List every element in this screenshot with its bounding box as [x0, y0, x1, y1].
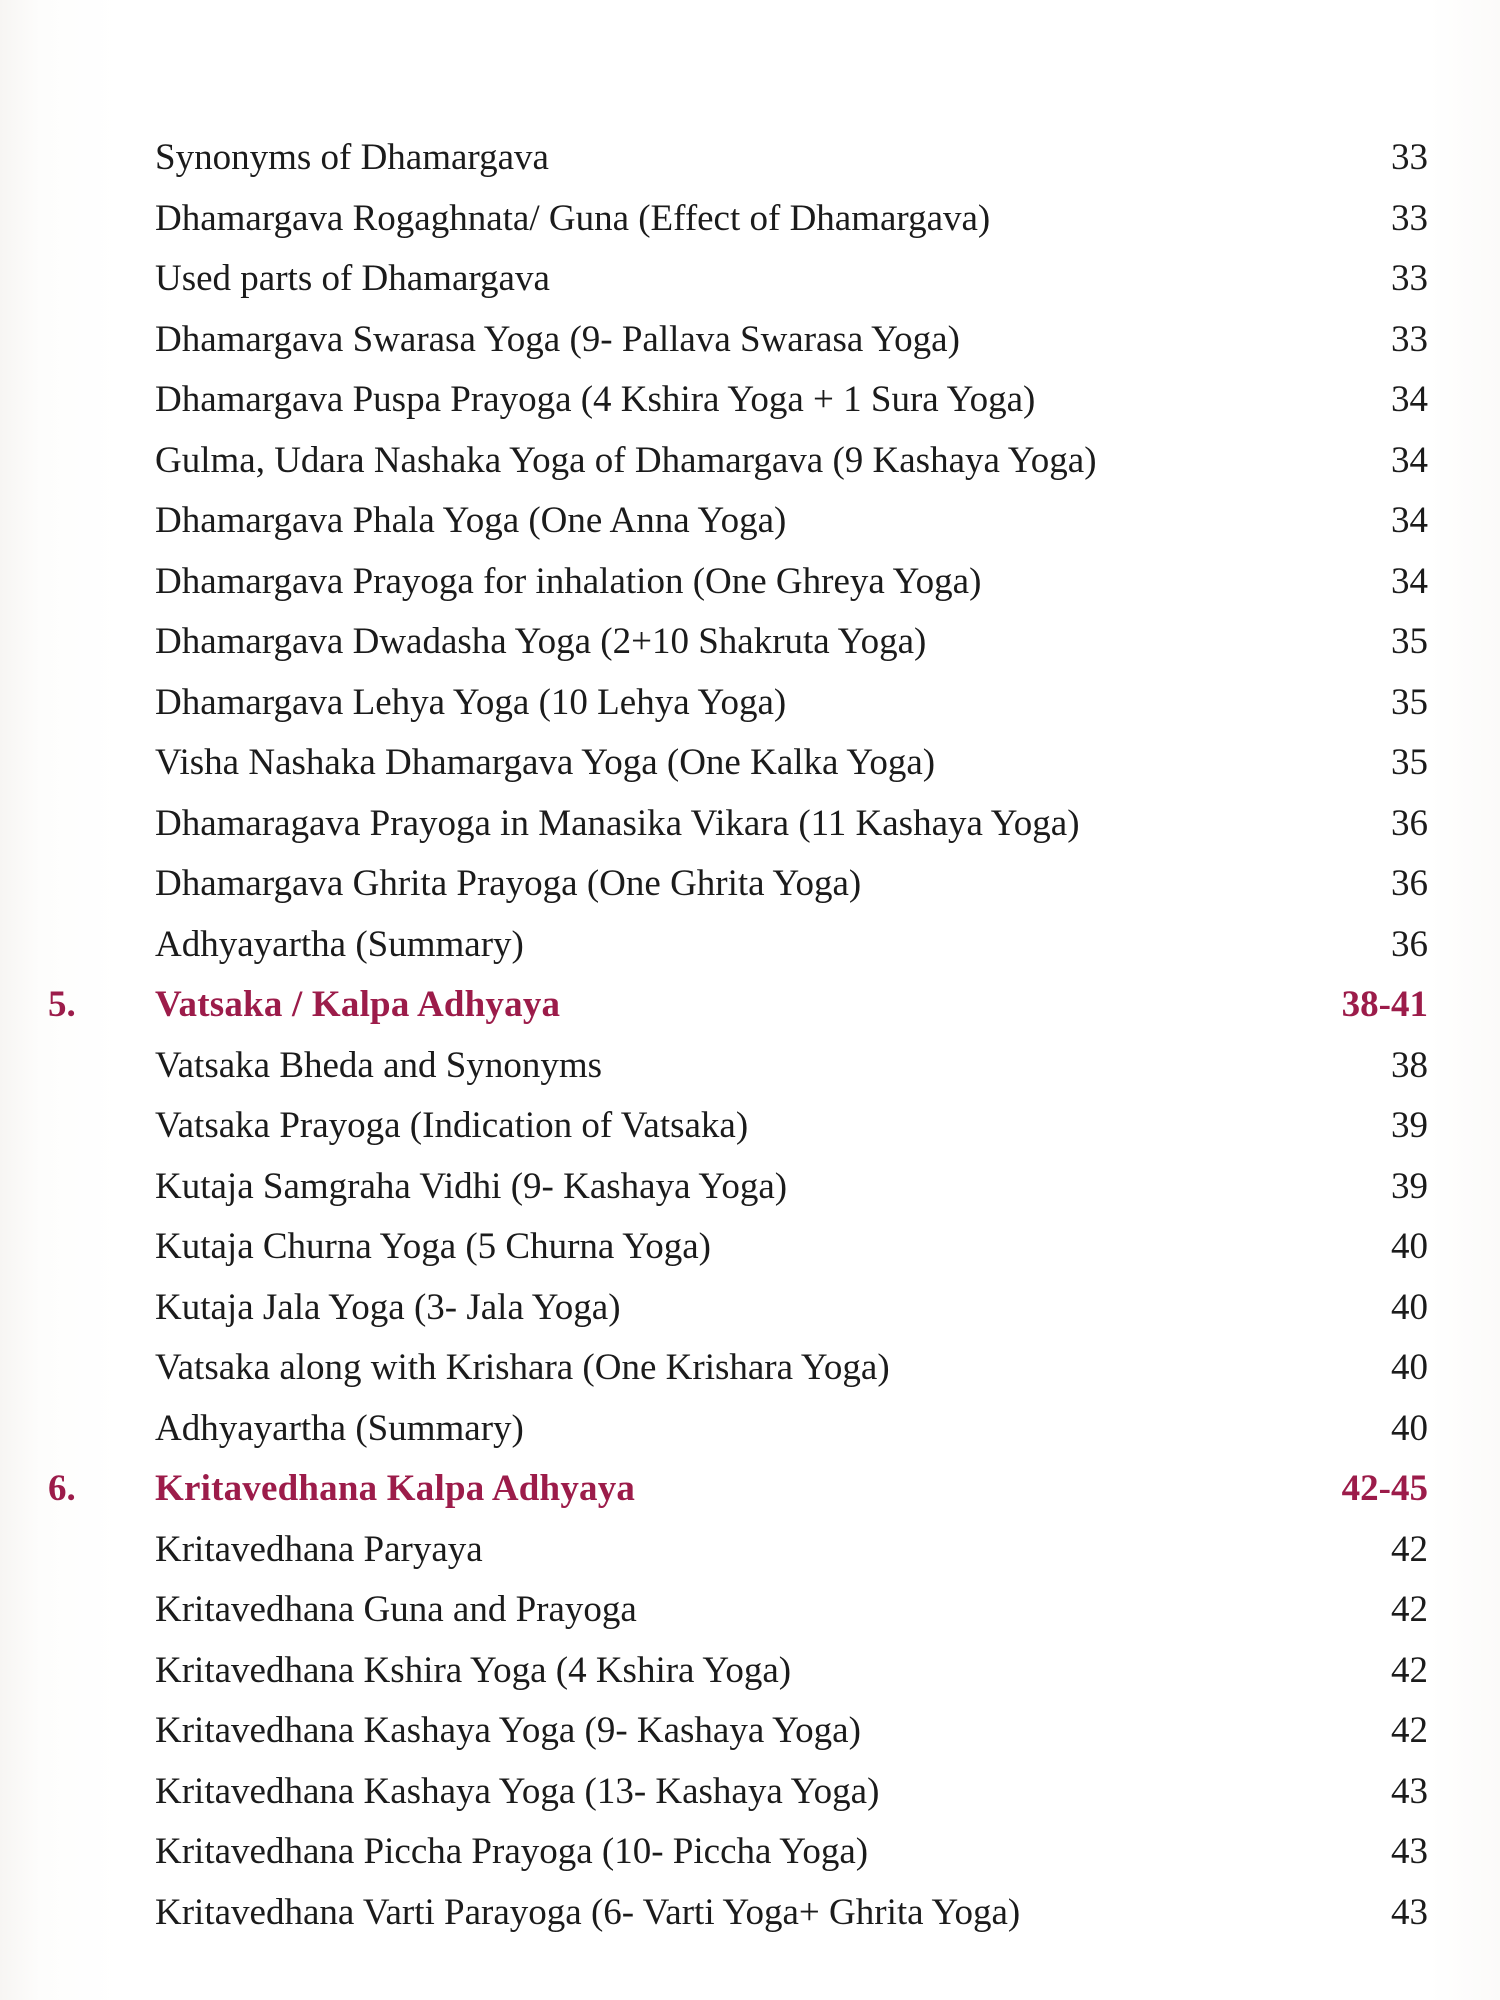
chapter-number: 6.: [48, 1468, 76, 1509]
entry-title: Visha Nashaka Dhamargava Yoga (One Kalka Yoga): [155, 742, 936, 783]
chapter-page-range: 38-41: [1341, 984, 1428, 1025]
toc-entry: [0, 1217, 1500, 1278]
entry-title: Kritavedhana Guna and Prayoga: [155, 1589, 637, 1630]
entry-title: Dhamaragava Prayoga in Manasika Vikara (11 Kashaya Yoga): [155, 802, 1080, 844]
entry-page-number: 34: [1391, 500, 1428, 541]
toc-entry: [0, 915, 1500, 976]
toc-entry: [0, 1096, 1500, 1157]
entry-title: Vatsaka along with Krishara (One Krishara Yoga): [155, 1347, 890, 1388]
toc-entry: [0, 310, 1500, 371]
entry-title: Dhamargava Phala Yoga (One Anna Yoga): [155, 500, 787, 541]
entry-title: Kutaja Jala Yoga (3- Jala Yoga): [155, 1286, 621, 1328]
chapter-number: 5.: [48, 984, 76, 1025]
entry-page-number: 42: [1391, 1649, 1428, 1691]
entry-page-number: 34: [1391, 560, 1428, 602]
toc-entry: [0, 612, 1500, 673]
entry-page-number: 42: [1391, 1710, 1428, 1751]
entry-page-number: 43: [1391, 1891, 1428, 1933]
table-of-contents: [0, 128, 1500, 1943]
toc-entry: [0, 552, 1500, 613]
chapter-title: Kritavedhana Kalpa Adhyaya: [155, 1468, 636, 1509]
entry-title: Dhamargava Ghrita Prayoga (One Ghrita Yoga): [155, 863, 862, 904]
toc-entry: [0, 431, 1500, 492]
toc-entry: [0, 1278, 1500, 1339]
toc-entry: [0, 189, 1500, 250]
entry-title: Dhamargava Dwadasha Yoga (2+10 Shakruta Yoga): [155, 621, 927, 662]
chapter-title: Vatsaka / Kalpa Adhyaya: [155, 984, 561, 1025]
entry-page-number: 34: [1391, 379, 1428, 420]
toc-entry: [0, 1641, 1500, 1702]
entry-title: Kutaja Samgraha Vidhi (9- Kashaya Yoga): [155, 1165, 788, 1207]
entry-title: Synonyms of Dhamargava: [155, 137, 549, 178]
chapter-page-range: 42-45: [1341, 1468, 1428, 1509]
entry-page-number: 33: [1391, 258, 1428, 299]
toc-entry: [0, 491, 1500, 552]
toc-entry: [0, 1520, 1500, 1581]
entry-title: Gulma, Udara Nashaka Yoga of Dhamargava (9 Kashaya Yoga): [155, 439, 1097, 481]
entry-page-number: 38: [1391, 1044, 1428, 1086]
entry-title: Kritavedhana Varti Parayoga (6- Varti Yoga+ Ghrita Yoga): [155, 1891, 1021, 1933]
entry-title: Dhamargava Puspa Prayoga (4 Kshira Yoga + 1 Sura Yoga): [155, 379, 1036, 420]
entry-title: Dhamargava Swarasa Yoga (9- Pallava Swarasa Yoga): [155, 318, 960, 360]
toc-chapter-heading: [0, 975, 1500, 1036]
entry-page-number: 43: [1391, 1770, 1428, 1812]
entry-title: Kritavedhana Kshira Yoga (4 Kshira Yoga): [155, 1649, 792, 1691]
toc-entry: [0, 1762, 1500, 1823]
toc-entry: [0, 1580, 1500, 1641]
entry-page-number: 43: [1391, 1831, 1428, 1872]
toc-entry: [0, 128, 1500, 189]
entry-page-number: 42: [1391, 1589, 1428, 1630]
entry-title: Vatsaka Bheda and Synonyms: [155, 1044, 603, 1086]
entry-title: Adhyayartha (Summary): [155, 923, 524, 965]
toc-chapter-heading: [0, 1459, 1500, 1520]
entry-page-number: 40: [1391, 1286, 1428, 1328]
toc-entry: [0, 673, 1500, 734]
entry-page-number: 42: [1391, 1528, 1428, 1570]
entry-page-number: 40: [1391, 1347, 1428, 1388]
entry-page-number: 36: [1391, 923, 1428, 965]
entry-page-number: 40: [1391, 1226, 1428, 1267]
entry-title: Dhamargava Lehya Yoga (10 Lehya Yoga): [155, 681, 787, 723]
toc-entry: [0, 370, 1500, 431]
toc-entry: [0, 854, 1500, 915]
entry-page-number: 35: [1391, 681, 1428, 723]
entry-title: Kritavedhana Piccha Prayoga (10- Piccha Yoga): [155, 1831, 869, 1872]
entry-page-number: 35: [1391, 621, 1428, 662]
entry-page-number: 33: [1391, 197, 1428, 239]
entry-page-number: 34: [1391, 439, 1428, 481]
entry-title: Kritavedhana Paryaya: [155, 1528, 483, 1570]
entry-page-number: 40: [1391, 1407, 1428, 1449]
toc-entry: [0, 1036, 1500, 1097]
toc-entry: [0, 1338, 1500, 1399]
entry-page-number: 33: [1391, 137, 1428, 178]
entry-page-number: 36: [1391, 802, 1428, 844]
toc-entry: [0, 794, 1500, 855]
toc-entry: [0, 249, 1500, 310]
entry-page-number: 33: [1391, 318, 1428, 360]
entry-page-number: 39: [1391, 1105, 1428, 1146]
toc-entry: [0, 1157, 1500, 1218]
entry-title: Kutaja Churna Yoga (5 Churna Yoga): [155, 1226, 711, 1267]
entry-title: Adhyayartha (Summary): [155, 1407, 524, 1449]
entry-title: Kritavedhana Kashaya Yoga (13- Kashaya Yoga): [155, 1770, 880, 1812]
entry-title: Kritavedhana Kashaya Yoga (9- Kashaya Yoga): [155, 1710, 861, 1751]
toc-entry: [0, 1701, 1500, 1762]
entry-page-number: 39: [1391, 1165, 1428, 1207]
toc-entry: [0, 1822, 1500, 1883]
entry-title: Dhamargava Rogaghnata/ Guna (Effect of Dhamargava): [155, 197, 991, 239]
entry-title: Dhamargava Prayoga for inhalation (One Ghreya Yoga): [155, 560, 982, 602]
entry-title: Vatsaka Prayoga (Indication of Vatsaka): [155, 1105, 749, 1146]
toc-entry: [0, 733, 1500, 794]
toc-entry: [0, 1399, 1500, 1460]
entry-page-number: 35: [1391, 742, 1428, 783]
entry-page-number: 36: [1391, 863, 1428, 904]
entry-title: Used parts of Dhamargava: [155, 258, 550, 299]
toc-entry: [0, 1883, 1500, 1944]
